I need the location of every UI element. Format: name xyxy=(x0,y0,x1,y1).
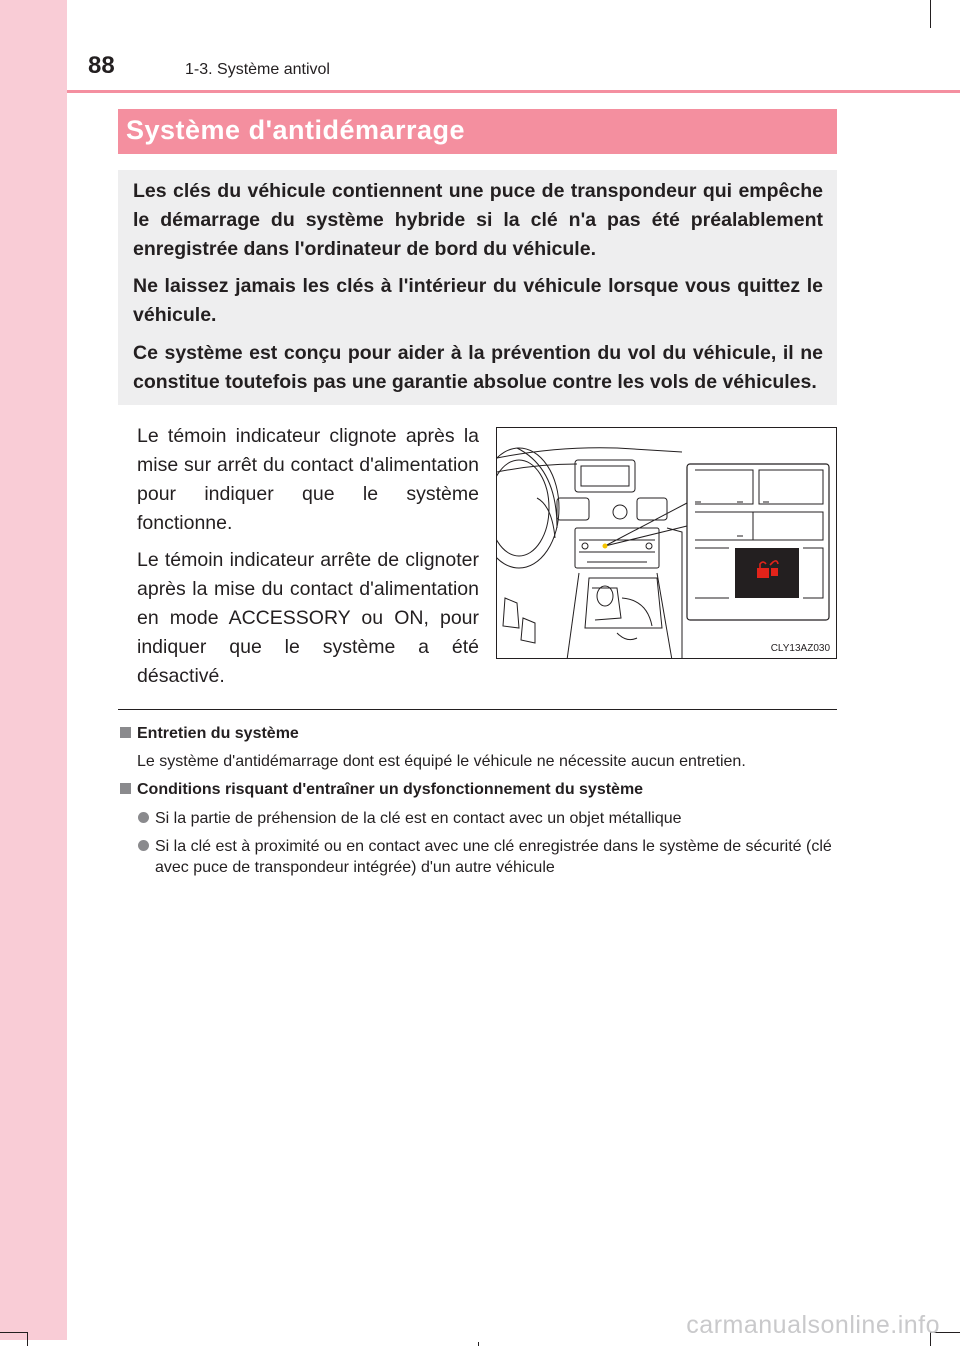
breadcrumb: 1-3. Système antivol xyxy=(185,61,330,78)
round-bullet-icon xyxy=(138,812,149,823)
section-title: Système d'antidémarrage xyxy=(126,115,466,145)
section-divider xyxy=(118,709,837,710)
note-heading-maintenance xyxy=(120,725,299,743)
list-item xyxy=(138,808,838,829)
crop-mark xyxy=(478,1342,479,1346)
side-color-strip xyxy=(0,0,67,1340)
figure-code: CLY13AZ030 xyxy=(770,643,830,654)
note-heading-label: Conditions risquant d'entraîner un dysfonctionnement du système xyxy=(137,781,644,798)
note-heading-label: Entretien du système xyxy=(137,725,299,742)
dashboard-drawing xyxy=(497,428,837,659)
note-heading-malfunction xyxy=(120,781,643,799)
dashboard-illustration xyxy=(496,427,837,659)
crop-mark xyxy=(0,1332,28,1333)
crop-mark xyxy=(930,0,931,28)
list-item xyxy=(138,836,838,878)
intro-paragraph-2: Ne laissez jamais les clés à l'intérieur du véhicule lorsque vous quittez le véhicule. xyxy=(133,275,823,326)
intro-paragraph-1: Les clés du véhicule contiennent une puce de transpondeur qui empêche le démarrage du système hybride si la clé n'a pas été préalablement enregistrée dans l'ordinateur de bord du véhicule. xyxy=(133,180,823,260)
intro-paragraph-3: Ce système est conçu pour aider à la prévention du vol du véhicule, il ne constitue toutefois pas une garantie absolue contre les vols de véhicules. xyxy=(133,342,823,393)
body-paragraph-1: Le témoin indicateur clignote après la mise sur arrêt du contact d'alimentation pour indiquer que le système fonctionne. xyxy=(137,425,479,534)
square-bullet-icon xyxy=(120,727,131,738)
page-number: 88 xyxy=(88,52,115,79)
round-bullet-icon xyxy=(138,840,149,851)
list-item-text: Si la partie de préhension de la clé est en contact avec un objet métallique xyxy=(155,810,682,827)
crop-mark xyxy=(27,1332,28,1346)
note-text-maintenance: Le système d'antidémarrage dont est équipé le véhicule ne nécessite aucun entretien. xyxy=(137,753,746,770)
header-rule xyxy=(67,90,960,93)
section-title-bar xyxy=(118,109,837,154)
intro-box xyxy=(118,170,837,405)
square-bullet-icon xyxy=(120,783,131,794)
watermark: carmanualsonline.info xyxy=(686,1311,940,1339)
list-item-text: Si la clé est à proximité ou en contact avec une clé enregistrée dans le système de sécurité (clé avec puce de transpondeur intégrée) d'un autre véhicule xyxy=(155,838,832,876)
body-paragraph-2: Le témoin indicateur arrête de clignoter après la mise du contact d'alimentation en mode ACCESSORY ou ON, pour indiquer que le système a été désactivé. xyxy=(137,549,479,687)
